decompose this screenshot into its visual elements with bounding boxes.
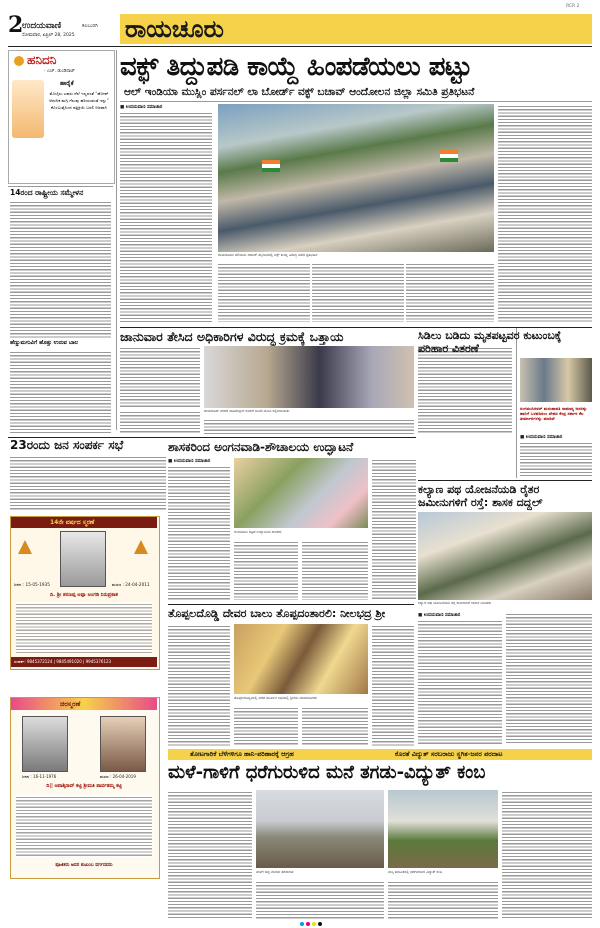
photo-caption: ಅಂಗನವಾಡಿ ಕಟ್ಟಡ ಉದ್ಘಾಟಿಸಿದ ಶಾಸಕರು bbox=[234, 530, 282, 534]
lamp-icon bbox=[134, 540, 148, 554]
column-cartoon bbox=[12, 80, 44, 138]
portrait-photo bbox=[100, 716, 146, 772]
paper-name: ಉದಯವಾಣಿ bbox=[22, 21, 62, 31]
story-body bbox=[168, 790, 252, 920]
story-body bbox=[168, 624, 230, 746]
ad-body bbox=[16, 602, 152, 654]
death-date: ಮರಣ : 26-04-2019 bbox=[100, 774, 136, 779]
ad-anniversary: 14ನೇ ವರ್ಷದ ಸ್ಮರಣೆ bbox=[50, 519, 95, 526]
brief-title: 23ರಂದು ಜನ ಸಂಪರ್ಕ ಸಭೆ bbox=[10, 438, 124, 452]
story-photo bbox=[520, 358, 592, 402]
story-photo bbox=[234, 458, 368, 528]
ad-header-band bbox=[11, 698, 157, 710]
story-body bbox=[372, 624, 414, 746]
lead-body bbox=[406, 262, 494, 322]
divider bbox=[168, 437, 416, 438]
registration-mark bbox=[318, 922, 322, 926]
page-number: 2 bbox=[8, 12, 24, 38]
column-logo: ಹನಿದನಿ bbox=[27, 53, 57, 67]
photo-caption: ಮಳೆಗೆ ಬಿದ್ದ ಮನೆಯ ತಗಡುಗಳು bbox=[256, 870, 294, 874]
photo-caption: ಕಲ್ಯಾಣ ಪಥ ಯೋಜನೆಯಡಿ ರಸ್ತೆ ಕಾಮಗಾರಿಗೆ ಚಾಲನೆ ನೀಡಿದರು bbox=[418, 601, 492, 605]
story-body bbox=[120, 346, 200, 408]
story-body bbox=[418, 378, 512, 434]
dateline: ■ ಉದಯವಾಣಿ ಸಮಾಚಾರ bbox=[168, 459, 211, 464]
brief-body bbox=[10, 350, 111, 434]
flag-icon bbox=[262, 160, 280, 172]
story-body bbox=[388, 880, 498, 920]
divider bbox=[120, 327, 592, 328]
story-body bbox=[502, 790, 592, 920]
story-body bbox=[418, 619, 502, 745]
story-photo bbox=[418, 512, 592, 600]
story-headline: ಜಾನುವಾರ ತೇಸಿದ ಅಧಿಕಾರಿಗಳ ವಿರುದ್ಧ ಕ್ರಮಕ್ಕೆ ಒತ್ತಾಯ bbox=[120, 329, 344, 344]
dateline: ■ ಉದಯವಾಣಿ ಸಮಾಚಾರ bbox=[520, 435, 563, 440]
story-body bbox=[302, 540, 368, 600]
story-photo bbox=[204, 346, 414, 408]
masthead-rule bbox=[8, 46, 592, 47]
story-body bbox=[506, 612, 592, 745]
portrait-photo bbox=[22, 716, 68, 772]
column-author: - ಎಚ್. ಡುಂಡಿರಾಜ್ bbox=[44, 69, 75, 74]
registration-mark bbox=[312, 922, 316, 926]
story-body bbox=[256, 880, 384, 920]
birth-date: ಜನನ : 15-05-1935 bbox=[14, 582, 50, 587]
story-photo bbox=[256, 790, 384, 868]
story-body bbox=[372, 458, 416, 600]
poem-title: ಹಾರೈಕೆ bbox=[60, 80, 74, 87]
story-headline: ತೊಪ್ಪಲದೊಡ್ಡಿ ದೇವರ ಬಾಲು ತೊಪ್ಪದಂತಾರಲಿ: ನೀಲಭದ್ರ ಶ್ರೀ bbox=[168, 607, 386, 620]
page-code: RCR 2 bbox=[566, 4, 580, 9]
brief-title: 14ರಂದ ರಾಷ್ಟ್ರೀಯ ಸಮ್ಮೇಳನ bbox=[10, 188, 84, 197]
lead-photo bbox=[218, 104, 494, 252]
brief-body bbox=[10, 455, 166, 511]
story-photo bbox=[388, 790, 498, 868]
registration-mark bbox=[306, 922, 310, 926]
dateline: ■ ಉದಯವಾಣಿ ಸಮಾಚಾರ bbox=[120, 105, 163, 110]
death-date: ಮರಣ : 24-04-2011 bbox=[112, 582, 150, 587]
ad-footer: ಸಂಪರ್ಕ: 9845372124 | 9845491020 | 9945376123 bbox=[14, 659, 112, 664]
lead-subheadline: ಆಲ್ ಇಂಡಿಯಾ ಮುಸ್ಲಿಂ ಪರ್ಸನಲ್ ಲಾ ಬೋರ್ಡ್ ವಕ್ಫ್ ಬಚಾವ್ ಆಂದೋಲನ ಜಿಲ್ಲಾ ಸಮಿತಿ ಪ್ರತಿಭಟನೆ bbox=[124, 86, 475, 98]
section-title: ರಾಯಚೂರು bbox=[125, 15, 224, 43]
lead-body bbox=[218, 262, 310, 322]
story-body bbox=[234, 540, 298, 600]
story-body bbox=[234, 706, 298, 746]
brief-title: ಹೆಣ್ಣುಮಗುವಿಗೆ ಹೊತ್ತು ಉರುವ ಬಾಲ bbox=[10, 340, 79, 346]
edition-name: ಕಲಬುರಗಿ bbox=[82, 23, 98, 29]
ad-anniversary: ಚಿರಸ್ಮರಣೆ bbox=[60, 700, 81, 708]
story-body bbox=[168, 465, 230, 600]
lead-body bbox=[498, 104, 592, 322]
memorial-name: ದಿ. ಶ್ರೀ ಶರಣಪ್ಪ ಅಪ್ಪಾ ಅಂಗಡಿ ನಿರುಪ್ರಕಾಶ bbox=[50, 592, 118, 598]
portrait-photo bbox=[60, 531, 106, 587]
story-headline: ಶಾಸಕರಿಂದ ಅಂಗನವಾಡಿ-ಶೌಚಾಲಯ ಉದ್ಘಾಟನೆ bbox=[168, 440, 354, 454]
divider bbox=[8, 186, 113, 187]
divider bbox=[418, 480, 592, 481]
story-headline: ಸಿಡಿಲು ಬಡಿದು ಮೃತಪಟ್ಟವರ ಕುಟುಂಬಕ್ಕೆ ಪರಿಹಾರ ವಿತರಣೆ bbox=[418, 329, 562, 355]
poem-text: ಮೊಬೈಲು ಟವರು ನೆಲೆ ಇಲ್ಲದಂತೆ “ಹೋಪ್ ಆಧುನಿಕ ಮಗ್ಗಿ ಗೆಲುವು ಹರಿಯುವಂತೆ ಇನ್ನು” ಕೊಂಬುತೈನಿಂದ ಪತ್ರಿಕ್ರಿಯೆ ಬರಲಿ ನಿಜವಾಗಿ bbox=[49, 91, 109, 110]
photo-caption: ಮಸ್ಕಿ ತಾಲೂಕಿನಲ್ಲಿ ಧರೆಗುರುಳಿದ ವಿದ್ಯುತ್ ಕಂಬ bbox=[388, 870, 443, 874]
photo-caption: ತೊಪ್ಪಲದೊಡ್ಡಿಯಲ್ಲಿ ನಡೆದ ಧಾರ್ಮಿಕ ಸಭೆಯಲ್ಲಿ ಶ್ರೀಗಳು ಮಾತನಾಡಿದರು bbox=[234, 696, 317, 700]
story-photo bbox=[234, 624, 368, 694]
strap-left: ತೋಟಗಾರಿಕೆ ಬೆಳೆಗಳಿಗೂ ಹಾನಿ-ಪರಿಹಾರಕ್ಕೆ ಆಗ್ರಹ bbox=[190, 750, 294, 758]
ad-body bbox=[16, 795, 152, 857]
story-body bbox=[120, 410, 200, 434]
birth-date: ಜನನ : 16-11-1976 bbox=[22, 774, 57, 779]
column-rule bbox=[116, 50, 117, 430]
lead-headline: ವಕ್ಫ್ ತಿದ್ದುಪಡಿ ಕಾಯ್ದೆ ಹಿಂಪಡೆಯಲು ಪಟ್ಟು bbox=[120, 52, 472, 82]
story-body bbox=[204, 418, 414, 434]
registration-mark bbox=[300, 922, 304, 926]
lamp-icon bbox=[18, 540, 32, 554]
ad-footer: ಪೂಜಿತರು ಅವರ ಕುಟುಂಬ ವರ್ಗದವರು bbox=[55, 863, 113, 868]
lead-body bbox=[312, 262, 404, 322]
story-body bbox=[302, 706, 368, 746]
lead-body bbox=[120, 111, 212, 323]
dateline: ■ ಉದಯವಾಣಿ ಸಮಾಚಾರ bbox=[418, 613, 461, 618]
memorial-name: ದಿ|| ಅಪಾಶ್ಕಿರಾವ್ ಕಟ್ಟಿ ಶ್ರೀಮತಿ ಪಾರ್ವತಮ್ಮ ಕಟ್ಟಿ bbox=[46, 784, 122, 789]
divider bbox=[120, 101, 592, 102]
brief-body bbox=[10, 200, 111, 338]
column-logo-dot-icon bbox=[14, 56, 24, 66]
flag-icon bbox=[440, 150, 458, 162]
bottom-headline: ಮಳೆ-ಗಾಳಿಗೆ ಧರೆಗುರುಳಿದ ಮನೆ ತಗಡು-ವಿದ್ಯುತ್ ಕಂಬ bbox=[168, 762, 486, 783]
pull-quote: ಸಂಗಮುನಿರವರ್ ಮರುಪಾವತಿ ಸಾಮಾನ್ಯ ಜನರನ್ನು ಹಾನಿಗೆ ಒಳಪಡಿಸಲು ದೇಶದ ಕೆಂದ್ರ ಸರ್ಕಾರ ಕೆಲ ತೀರ್ಮಾನಗಳನ್ನು ಮಾಡಿದೆ bbox=[520, 406, 588, 422]
story-headline: ಕಲ್ಯಾಣ ಪಥ ಯೋಜನೆಯಡಿ ರೈತರ ಜಮೀನುಗಳಿಗೆ ರಸ್ತೆ: ಶಾಸಕ ದದ್ದಲ್ bbox=[418, 483, 543, 509]
strap-right: ಕೊರತೆ ವಿದ್ಯುತ್ ಸರಬರಾಜು ಸ್ಥಗಿತ-ಜನರ ಪರದಾಟ bbox=[395, 750, 503, 758]
photo-caption: ರಾಯಚೂರು ನಗರದ ಪಾತಿಮಲ್ಲಾರ ಅವರಿಗೆ ಸಾವರ ಮನವಿ ಸಲ್ಲಿಸಲಾಯಿತು bbox=[204, 409, 290, 413]
divider bbox=[168, 604, 414, 605]
photo-caption: ರಾಯಚೂರಿನ ಮೌಲಾನಾ ಆಜಾದ್ ಮೈದಾನದಲ್ಲಿ ವಕ್ಫ್ ಕಾಯ್ದೆ ವಿರುದ್ಧ ನಡೆದ ಪ್ರತಿಭಟನೆ bbox=[218, 253, 318, 257]
issue-date: ಸೋಮವಾರ, ಏಪ್ರಿಲ್ 28, 2025 bbox=[22, 33, 75, 38]
story-body bbox=[520, 441, 592, 477]
